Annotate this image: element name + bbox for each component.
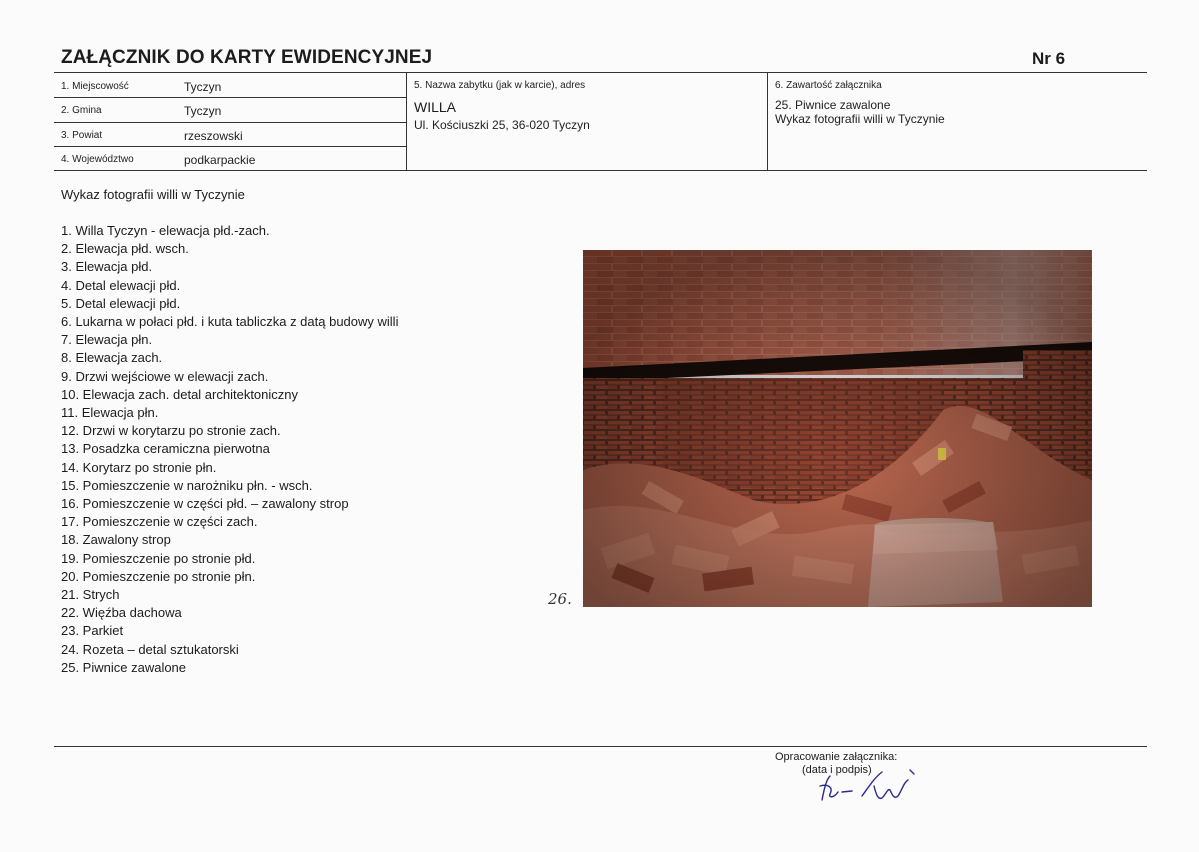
photo-list bbox=[61, 222, 398, 677]
field-label-gmina: 2. Gmina bbox=[61, 105, 102, 116]
table-row-divider bbox=[54, 122, 406, 123]
document-number: Nr 6 bbox=[1032, 49, 1066, 68]
field-value-gmina: Tyczyn bbox=[184, 104, 222, 118]
list-title: Wykaz fotografii willi w Tyczynie bbox=[61, 187, 245, 202]
attachment-content-line2: Wykaz fotografii willi w Tyczynie bbox=[775, 112, 945, 126]
list-item: 2. Elewacja płd. wsch. bbox=[61, 241, 189, 257]
list-item: 6. Lukarna w połaci płd. i kuta tabliczka z datą budowy willi bbox=[61, 314, 399, 330]
cellar-photo-illustration bbox=[583, 250, 1092, 607]
handwritten-signature bbox=[812, 760, 942, 812]
prepared-by-label: Opracowanie załącznika: bbox=[775, 751, 898, 763]
list-item: 21. Strych bbox=[61, 587, 120, 603]
list-item: 17. Pomieszczenie w części zach. bbox=[61, 514, 258, 530]
list-item: 22. Więźba dachowa bbox=[61, 605, 182, 621]
table-column-divider bbox=[406, 72, 407, 171]
list-item: 18. Zawalony strop bbox=[61, 532, 171, 548]
header-bottom-rule bbox=[54, 170, 1147, 171]
footer-rule bbox=[54, 746, 1147, 747]
field-label-wojewodztwo: 4. Województwo bbox=[61, 154, 134, 165]
list-item: 14. Korytarz po stronie płn. bbox=[61, 459, 217, 475]
list-item: 10. Elewacja zach. detal architektoniczny bbox=[61, 386, 299, 402]
field-label-powiat: 3. Powiat bbox=[61, 130, 103, 141]
field-label-miejscowosc: 1. Miejscowość bbox=[61, 81, 129, 92]
attachment-content-line1: 25. Piwnice zawalone bbox=[775, 98, 891, 112]
list-item: 16. Pomieszczenie w części płd. – zawalony strop bbox=[61, 496, 349, 512]
list-item: 5. Detal elewacji płd. bbox=[61, 295, 181, 311]
table-row-divider bbox=[54, 97, 406, 98]
header-top-rule bbox=[54, 72, 1147, 73]
field-label-nazwa: 5. Nazwa zabytku (jak w karcie), adres bbox=[414, 80, 586, 91]
list-item: 12. Drzwi w korytarzu po stronie zach. bbox=[61, 423, 281, 439]
list-item: 25. Piwnice zawalone bbox=[61, 659, 187, 675]
list-item: 13. Posadzka ceramiczna pierwotna bbox=[61, 441, 270, 457]
list-item: 23. Parkiet bbox=[61, 623, 124, 639]
table-column-divider bbox=[767, 72, 768, 171]
list-item: 3. Elewacja płd. bbox=[61, 259, 153, 275]
list-item: 19. Pomieszczenie po stronie płd. bbox=[61, 550, 256, 566]
document-title: ZAŁĄCZNIK DO KARTY EWIDENCYJNEJ bbox=[61, 47, 433, 68]
list-item: 4. Detal elewacji płd. bbox=[61, 277, 181, 293]
field-label-zawartosc: 6. Zawartość załącznika bbox=[775, 80, 882, 91]
field-value-wojewodztwo: podkarpackie bbox=[184, 153, 256, 167]
table-row-divider bbox=[54, 146, 406, 147]
list-item: 7. Elewacja płn. bbox=[61, 332, 153, 348]
date-signature-label: (data i podpis) bbox=[802, 764, 872, 776]
monument-name: WILLA bbox=[414, 99, 457, 115]
list-item: 15. Pomieszczenie w narożniku płn. - wsch. bbox=[61, 477, 313, 493]
list-item: 20. Pomieszczenie po stronie płn. bbox=[61, 568, 256, 584]
list-item: 8. Elewacja zach. bbox=[61, 350, 163, 366]
list-item: 1. Willa Tyczyn - elewacja płd.-zach. bbox=[61, 223, 270, 238]
list-item: 9. Drzwi wejściowe w elewacji zach. bbox=[61, 368, 269, 384]
handwritten-photo-number: 26. bbox=[548, 590, 572, 608]
photo-collapsed-cellar bbox=[583, 250, 1092, 607]
monument-address: Ul. Kościuszki 25, 36-020 Tyczyn bbox=[414, 118, 590, 132]
field-value-miejscowosc: Tyczyn bbox=[184, 80, 222, 94]
list-item: 24. Rozeta – detal sztukatorski bbox=[61, 641, 239, 657]
field-value-powiat: rzeszowski bbox=[184, 129, 243, 143]
list-item: 11. Elewacja płn. bbox=[61, 405, 159, 421]
